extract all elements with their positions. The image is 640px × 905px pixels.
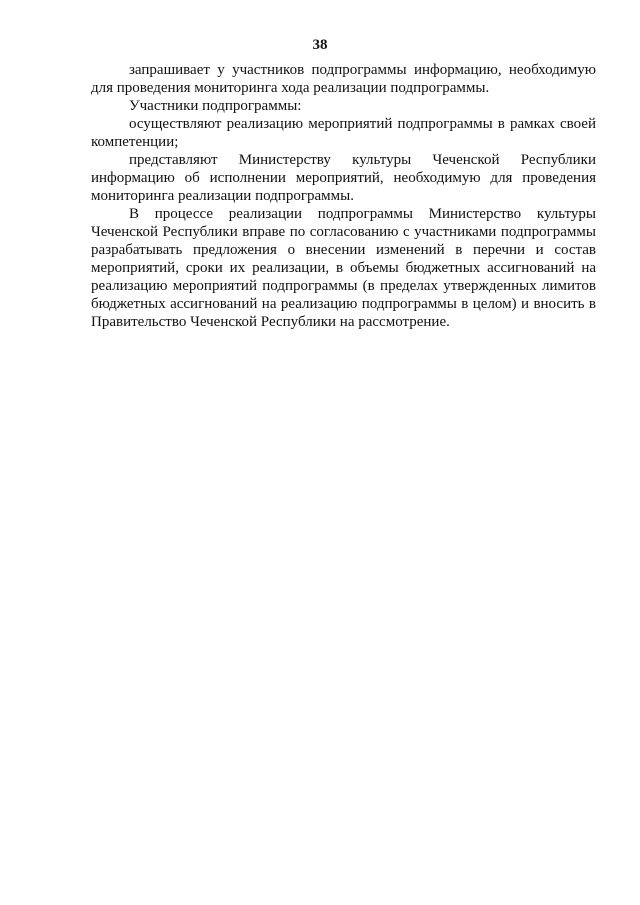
paragraph-participants-implement: осуществляют реализацию мероприятий подпрограммы в рамках своей компетенции; — [91, 116, 596, 150]
paragraph-participants-heading: Участники подпрограммы: — [129, 98, 302, 114]
paragraph-ministry-rights: В процессе реализации подпрограммы Министерство культуры Чеченской Республики вправе по согласованию с участниками подпрограммы разрабатывать предложения о внесении изменений в перечни и состав мероприятий, сроки их реализации, в объемы бюджетных ассигнований на реализацию мероприятий подпрограммы (в пределах утвержденных лимитов бюджетных ассигнований на реализацию подпрограммы в целом) и вносить в Правительство Чеченской Республики на рассмотрение. — [91, 206, 596, 330]
page-number: 38 — [312, 37, 328, 53]
paragraph-participants-report: представляют Министерству культуры Чеченской Республики информацию об исполнении мероприятий, необходимую для проведения мониторинга реализации подпрограммы. — [91, 152, 596, 204]
document-body — [91, 61, 596, 331]
paragraph-monitoring-request: запрашивает у участников подпрограммы информацию, необходимую для проведения мониторинга хода реализации подпрограммы. — [91, 62, 596, 96]
